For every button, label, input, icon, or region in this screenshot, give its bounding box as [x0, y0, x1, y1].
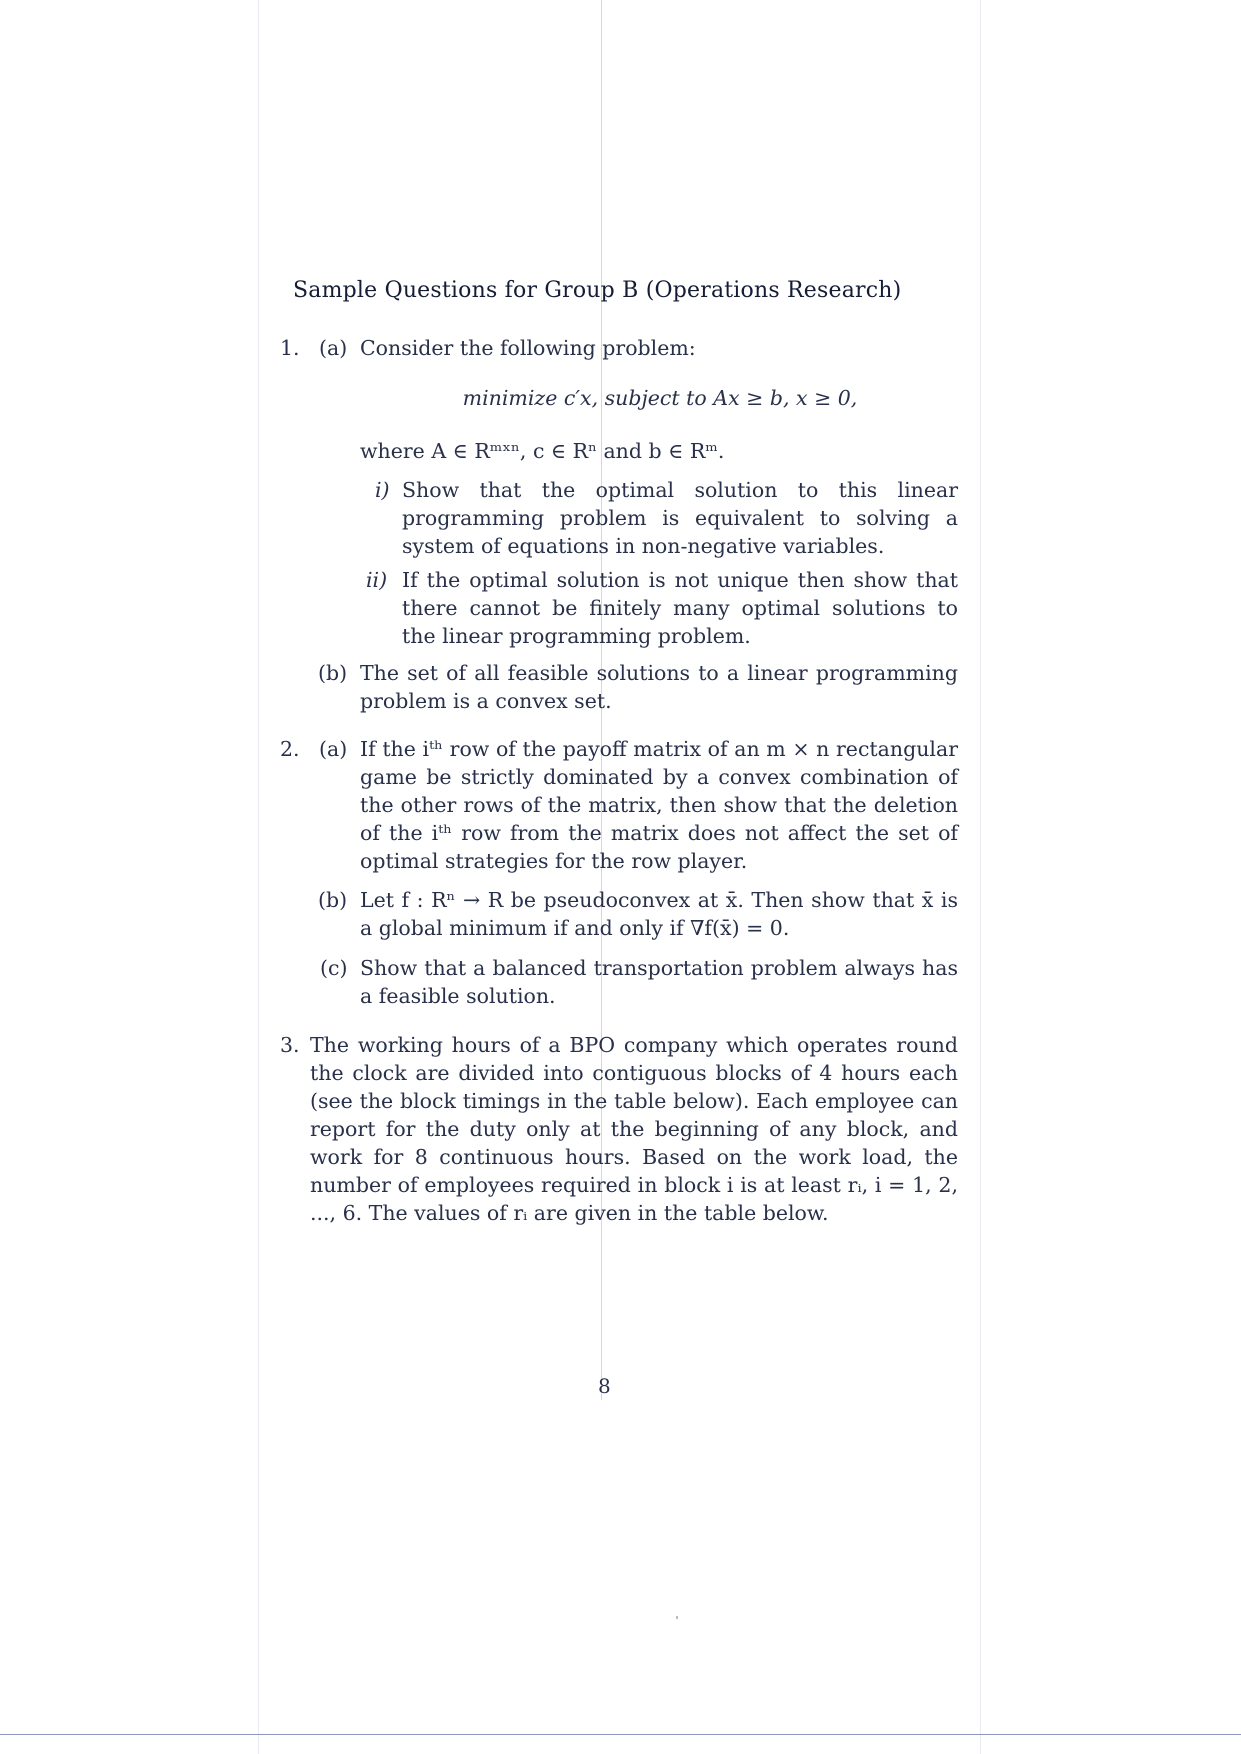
q2a-label: (a): [319, 737, 348, 761]
q1a-i-label: i): [375, 478, 390, 502]
q3-text: The working hours of a BPO company which operates round the clock are divided into contiguous blocks of 4 hours each (see the block timings in the table below). Each employee can report for the duty only at the beginning of any block, and work for 8 continuous hours. Based on the work load, the number of employees required in block i is at least rᵢ, i = 1, 2, ..., 6. The values of rᵢ are given in the table below.: [310, 1033, 958, 1225]
q1a-where: where A ∈ Rᵐˣⁿ, c ∈ Rⁿ and b ∈ Rᵐ.: [360, 439, 725, 463]
q1a-i-text: Show that the optimal solution to this linear programming problem is equivalent to solving a system of equations in non-negative variables.: [402, 478, 958, 558]
scan-bottom-edge: [0, 1734, 1241, 1735]
q1-number: 1.: [280, 336, 300, 360]
q1a-display-equation: minimize c′x, subject to Ax ≥ b, x ≥ 0,: [462, 386, 858, 410]
q1a-ii-text: If the optimal solution is not unique then show that there cannot be finitely many optimal solutions to the linear programming problem.: [402, 568, 958, 648]
q1b-label: (b): [318, 661, 348, 685]
q2b-text: Let f : Rⁿ → R be pseudoconvex at x̄. Then show that x̄ is a global minimum if and only if ∇f(x̄) = 0.: [360, 888, 958, 940]
q1a-ii-label: ii): [366, 568, 388, 592]
q2-number: 2.: [280, 737, 300, 761]
page-number: 8: [598, 1374, 611, 1398]
scan-shade-right: [980, 0, 981, 1754]
q2a-text: If the iᵗʰ row of the payoff matrix of an m × n rectangular game be strictly dominated by a convex combination of the other rows of the matrix, then show that the deletion of the iᵗʰ row from the matrix does not affect the set of optimal strategies for the row player.: [360, 737, 958, 873]
q1a-intro: Consider the following problem:: [360, 336, 696, 360]
page-title: Sample Questions for Group B (Operations Research): [293, 278, 902, 303]
scan-shade-left: [258, 0, 259, 1754]
q3-number: 3.: [280, 1033, 300, 1057]
q1b-text: The set of all feasible solutions to a linear programming problem is a convex set.: [360, 661, 958, 713]
q1a-label: (a): [319, 336, 348, 360]
scan-speck: [676, 1616, 678, 1619]
q2b-label: (b): [318, 888, 348, 912]
q2c-text: Show that a balanced transportation problem always has a feasible solution.: [360, 956, 958, 1008]
q2c-label: (c): [320, 956, 348, 980]
